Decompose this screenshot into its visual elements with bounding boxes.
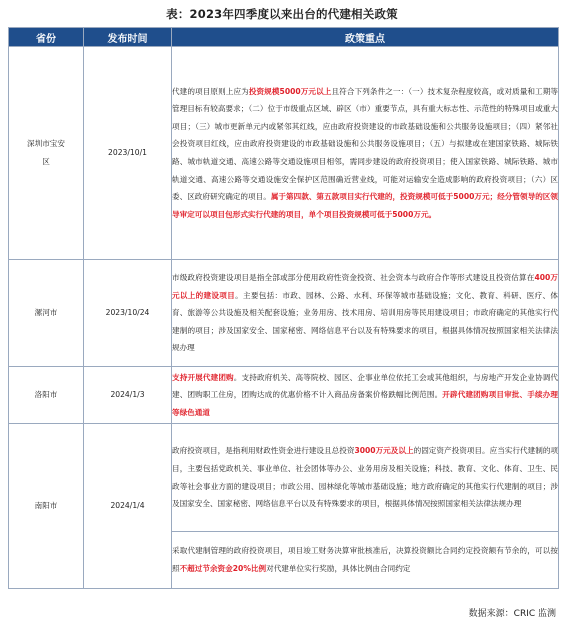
policy-text: 的固定资产投资项目。应当实行代建制的项目，主要包括党政机关、事业单位、社会团体等办公、业务用房及相关设施；科技、教育、文化、体育、卫生、民政等社会事业方面的建设项目；市政公用、园林绿化等城市基础设施；地方政府确定的其他实行代建制的项目；涉及国家安全、国家秘密、网络信息平台以及有特殊要求的项目，根据具体情况按照国家相关法律法规办理 bbox=[172, 446, 559, 509]
policy-text: 代建的项目原则上应为 bbox=[172, 86, 249, 96]
highlight-text: 投资规模5000万元以上 bbox=[248, 86, 332, 96]
date-cell: 2024/1/4 bbox=[84, 424, 172, 589]
policy-table bbox=[8, 27, 559, 589]
policy-text: 。主要包括：市政、园林、公路、水利、环保等城市基础设施；文化、教育、科研、医疗、体育、旅游等公共设施及相关配套设施；业务用房、技术用房、培训用房等民用建设项目；市政府确定的其他实行代建制的项目；涉及国家安全、国家秘密、网络信息平台以及有特殊要求的项目，根据具体情况按照国家相关法律法规办理 bbox=[172, 290, 559, 353]
table-row bbox=[9, 424, 559, 532]
policy-text: 采取代建制管理的政府投资项目，项目竣工财务决算审批核准后，决算投资额比合同约定投资额有节余的，可以按照 bbox=[172, 546, 558, 573]
header-key-points: 政策重点 bbox=[172, 28, 559, 47]
highlight-text: 属于第四款、第五款项目实行代建的，投资规模可低于5000万元；经分管领导的区领导审定可以项目包形式实行代建的项目，单个项目投资规模可低于5000万元。 bbox=[172, 192, 559, 219]
highlight-text: 支持开展代建团购 bbox=[172, 372, 234, 382]
policy-cell bbox=[172, 260, 559, 367]
table-row bbox=[9, 260, 559, 367]
date-cell: 2023/10/1 bbox=[84, 47, 172, 260]
highlight-text: 不超过节余资金20%比例 bbox=[179, 564, 267, 573]
table-row bbox=[9, 47, 559, 260]
city-cell: 南阳市 bbox=[9, 424, 84, 589]
policy-cell bbox=[172, 367, 559, 424]
city-cell: 深圳市宝安区 bbox=[9, 47, 84, 260]
source-note: 数据来源：CRIC 监测 bbox=[468, 609, 556, 619]
table-header-row bbox=[9, 28, 559, 47]
policy-cell bbox=[172, 47, 559, 260]
header-date: 发布时间 bbox=[84, 28, 172, 47]
policy-text: 且符合下列条件之一：（一）技术复杂程度较高，或对质量和工期等管理目标有较高要求；（二）位于市级重点区域、辟区（市）重要节点，具有重大标志性、示范性的特殊项目或重大项目；（三）城市更新单元内或紧邻其红线，应由政府投资建设的市政基础设施和公共服务设施项目；（四）紧邻社会投资项目红线，应由政府投资建设的市政基础设施和公共服务设施项目；（五）与拟建或在建国家铁路、城际铁路、城市轨道交通、高速公路等交通设施项目相邻，需同步建设的政府投资项目；使入国家铁路、城际铁路、城市轨道交通、高速公路等交通设施安全保护区范围确近营业线，可能对运输安全造成影响的政府投资项目；（六）区委、区政府研究确定的项目。 bbox=[172, 86, 559, 202]
page-title: 表：2023年四季度以来出台的代建相关政策 bbox=[166, 7, 398, 21]
city-cell: 漯河市 bbox=[9, 260, 84, 367]
policy-text: 政府投资项目，是指利用财政性资金进行建设且总投资 bbox=[172, 446, 355, 456]
highlight-text: 400万元以上的建设项目 bbox=[172, 273, 559, 300]
policy-cell bbox=[172, 424, 559, 532]
date-cell: 2024/1/3 bbox=[84, 367, 172, 424]
header-province: 省份 bbox=[9, 28, 84, 47]
highlight-text: 3000万元及以上 bbox=[354, 446, 414, 456]
highlight-text: 开辟代建团购项目审批、手续办理等绿色通道 bbox=[172, 390, 559, 417]
date-cell: 2023/10/24 bbox=[84, 260, 172, 367]
city-cell: 洛阳市 bbox=[9, 367, 84, 424]
policy-text: 。支持政府机关、高等院校、园区、企事业单位依托工会或其他组织，与房地产开发企业协调代建、团购职工住房，团购达成的优惠价格不计入商品房备案价格跌幅比例范围。 bbox=[172, 372, 558, 400]
table-row bbox=[9, 367, 559, 424]
policy-cell-extra bbox=[172, 532, 559, 589]
policy-text: 市级政府投资建设项目是指全部或部分使用政府性资金投资、社会资本与政府合作等形式建设且投资估算在 bbox=[172, 273, 535, 283]
policy-text: 对代建单位实行奖励，具体比例由合同约定 bbox=[266, 564, 411, 573]
